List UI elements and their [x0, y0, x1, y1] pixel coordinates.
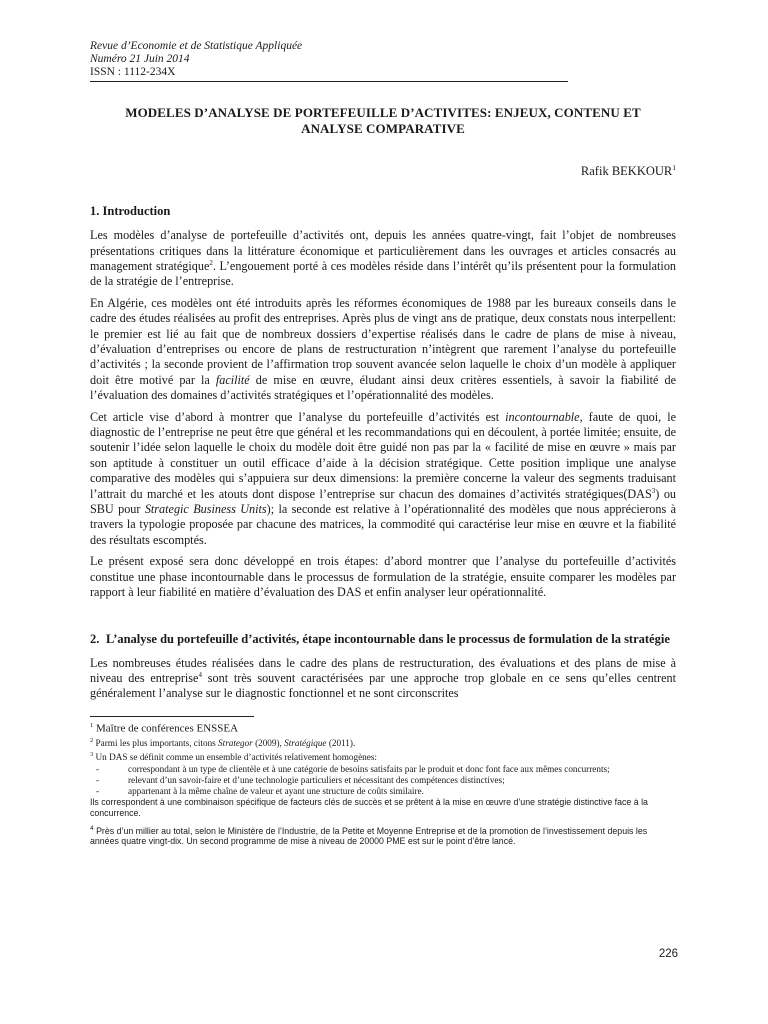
text-run: Les nombreuses études réalisées dans le cadre des plans de restructuration, des évaluations et des plans de mise à niveau des entreprise — [90, 655, 676, 685]
author-name: Rafik BEKKOUR — [580, 164, 673, 179]
text-run: sont très souvent caractérisées par une approche trop globale en ce sens qu’elles centrent généralement l’analyse sur le diagnostic fonctionnel et ne sont circonscrites — [90, 670, 677, 701]
emphasis: Stratégique — [284, 738, 327, 749]
footnote-3-continuation: Ils correspondent à une combinaison spécifique de facteurs clés de succès et se prêtent à la mise en œuvre d’une stratégie distinctive face à la concurrence. — [90, 796, 648, 818]
footnote-1 — [90, 719, 676, 736]
section-1-heading: 1. Introduction — [90, 204, 171, 219]
text-run: . L’engouement porté à ces modèles réside dans l’intérêt qu’ils présentent pour la formulation de la stratégie de l’entreprise. — [90, 258, 677, 289]
footnote-4 — [90, 823, 676, 848]
journal-issn: ISSN : 1112-234X — [90, 66, 176, 78]
footnote-3-item — [90, 775, 676, 786]
footnote-text: (2011). — [326, 738, 356, 749]
journal-name: Revue d’Economie et de Statistique Appliquée — [90, 40, 303, 52]
section-2-paragraph-1 — [90, 656, 676, 702]
footnote-ref-4: 4 — [198, 670, 202, 679]
section-2-title: L’analyse du portefeuille d’activités, étape incontournable dans le processus de formulation de la stratégie — [106, 631, 670, 646]
header-rule — [90, 81, 568, 82]
footnote-3 — [90, 749, 676, 763]
footnote-ref-3: 3 — [651, 486, 656, 495]
text-run: Cet article vise d’abord à montrer que l’analyse du portefeuille d’activités est — [90, 409, 506, 424]
author-line — [90, 163, 676, 179]
article-title: MODELES D’ANALYSE DE PORTEFEUILLE D’ACTIVITES: ENJEUX, CONTENU ET ANALYSE COMPARATIVE — [125, 105, 641, 136]
article-page — [90, 40, 676, 847]
text-run: ) ou SBU pour — [90, 486, 677, 517]
text-run: Les modèles d’analyse de portefeuille d’activités ont, depuis les années quatre-vingt, fait l’objet de nombreuses présentations critiques dans la littérature économique et particulièrement dans les ouvrages et articles consacrés au management stratégique — [90, 228, 676, 273]
footnote-2 — [90, 735, 676, 749]
footnote-item-text: relevant d’un savoir-faire et d’une technologie particuliers et nécessitant des compétences distinctives; — [128, 774, 505, 785]
emphasis: Strategor — [218, 738, 253, 749]
list-dash: - — [96, 785, 100, 796]
footnote-separator — [90, 716, 254, 717]
emphasis: Strategic Business Units — [144, 502, 267, 517]
emphasis: facilité — [215, 372, 250, 387]
section-1-paragraph-4: Le présent exposé sera donc développé en trois étapes: d’abord montrer que l’analyse du portefeuille d’activités constitue une phase incontournable dans le processus de formulation de la stratégie, ensuite comparer les modèles par rapport à leur fiabilité en matière d’évaluation des DAS et enfin analyser leur opérationnalité. — [90, 554, 676, 600]
footnote-text: Maître de conférences ENSSEA — [93, 722, 239, 735]
text-run: ); la seconde est relative à l’opérationnalité des modèles que nous apprécierons à travers la typologie proposée par chacune des matrices, la commodité qui caractérise leur mise en œuvre et la fiabilité des résultats escomptés. — [90, 502, 676, 547]
section-1-paragraph-3 — [90, 410, 676, 549]
footnote-text: Parmi les plus importants, citons — [93, 738, 219, 749]
footnote-number: 3 — [90, 751, 94, 759]
footnote-text: Un DAS se définit comme un ensemble d’activités relativement homogènes: — [93, 752, 377, 763]
journal-issue: Numéro 21 Juin 2014 — [90, 53, 190, 65]
footnote-number: 4 — [90, 824, 94, 832]
section-2-heading — [90, 631, 676, 647]
section-1-paragraph-2 — [90, 296, 676, 404]
footnote-ref-2: 2 — [209, 258, 213, 267]
text-run: de mise en œuvre, éludant ainsi deux critères essentiels, à savoir la fiabilité de l’évaluation des domaines d’activités stratégiques et l’opérationnalité des modèles. — [90, 372, 676, 403]
page-number: 226 — [658, 948, 678, 960]
footnote-3-item — [90, 786, 676, 797]
list-dash: - — [96, 763, 100, 774]
footnote-item-text: correspondant à un type de clientèle et à une catégorie de besoins satisfaits par le produit et donc font face aux mêmes concurrents; — [128, 763, 610, 774]
footnote-number: 2 — [90, 737, 94, 745]
author-footnote-ref: 1 — [672, 163, 676, 172]
emphasis: incontournable — [505, 409, 580, 424]
section-1-paragraph-1 — [90, 228, 676, 290]
list-dash: - — [96, 774, 100, 785]
footnote-text: Près d’un millier au total, selon le Ministère de l’Industrie, de la Petite et Moyenne Entreprise et de la promotion de l’investissement depuis les années quatre vingt-dix. Un second programme de mise à niveau de 20000 PME est sur le point d’être lancé. — [90, 825, 648, 847]
footnote-3-item — [90, 764, 676, 775]
section-2-number: 2. — [90, 631, 100, 646]
footnote-text: (2009), — [252, 738, 285, 749]
footnote-number: 1 — [90, 721, 94, 729]
text-run: , faute de quoi, le diagnostic de l’entreprise ne peut être que général et les recommandations qui en découlent, à portée limitée; ensuite, de soutenir l’idée selon laquelle le choix du modèle doit être guidé non pas par la « facilité de mise en œuvre » mais par son aptitude à constituer un outil efficace d’aide à la décision stratégique. Cette position implique une analyse comparative des modèles qui s’appuiera sur deux dimensions: la première concerne la valeur des segments traduisant l’attrait du marché et les atouts dont dispose l’entreprise sur chacun des domaines d’activités stratégiques(DAS — [90, 409, 676, 501]
footnote-item-text: appartenant à la même chaîne de valeur et ayant une structure de coûts similaire. — [128, 785, 424, 796]
footnotes — [90, 719, 676, 848]
journal-header — [90, 40, 676, 79]
text-run: En Algérie, ces modèles ont été introduits après les réformes économiques de 1988 par les bureaux conseils dans le cadre des études réalisées au profit des entreprises. Après plus de vingt ans de pratique, deux constats nous interpellent: le premier est lié au fait que de nombreux dossiers d’expertise réalisés dans le cadre de plans de mise à niveau, d’évaluation d’entreprises ou encore de plans de restructuration n’intègrent que rarement l’analyse du portefeuille d’activités ; la seconde provient de l’affirmation trop souvent avancée selon laquelle le choix d’un modèle à appliquer doit être motivé par la — [90, 295, 676, 387]
